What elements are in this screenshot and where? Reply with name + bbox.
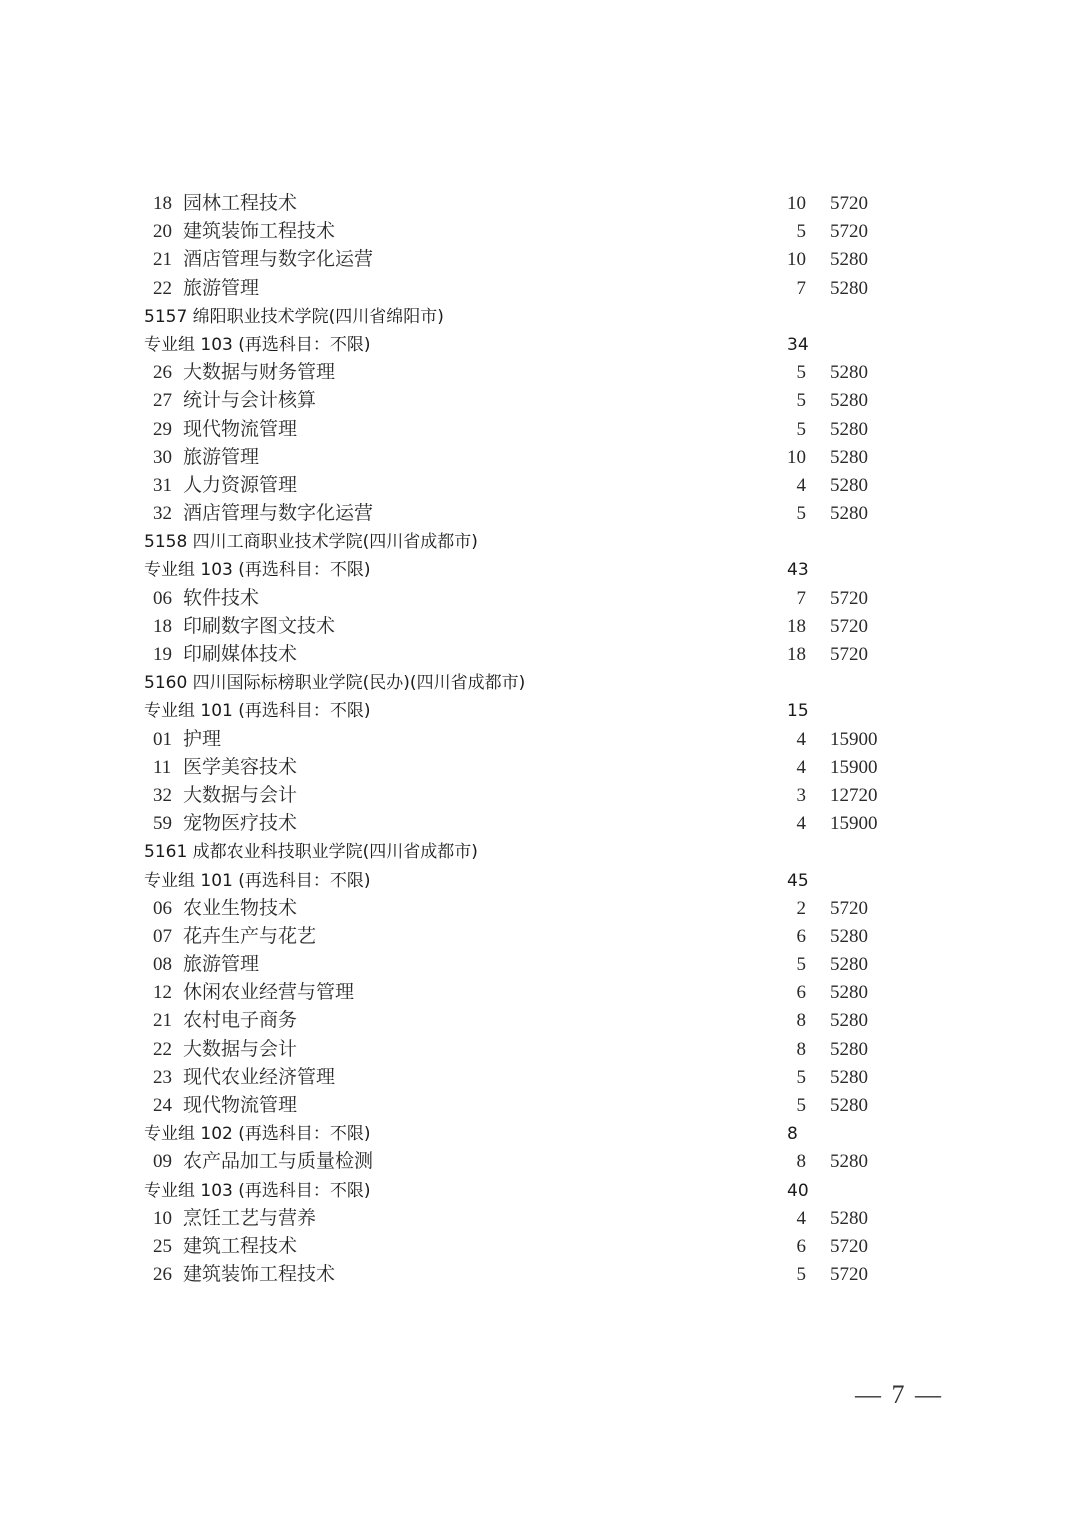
plan-count: 8 — [796, 1151, 806, 1173]
major-row — [0, 726, 1080, 754]
major-code: 25 — [153, 1235, 172, 1257]
major-code: 08 — [153, 954, 172, 976]
plan-count: 5 — [796, 221, 806, 243]
plan-count: 5 — [796, 503, 806, 525]
tuition-fee: 5280 — [830, 1038, 868, 1060]
major-row — [0, 1064, 1080, 1092]
plan-count: 10 — [787, 193, 806, 214]
major-name: 现代物流管理 — [183, 1095, 298, 1116]
tuition-fee: 15900 — [830, 756, 878, 778]
tuition-fee: 5280 — [830, 249, 868, 271]
plan-count: 3 — [796, 784, 806, 806]
group-plan-count: 15 — [787, 701, 809, 722]
group-label: 专业组 103 (再选科目：不限) — [144, 560, 371, 581]
major-code: 26 — [153, 1264, 172, 1286]
major-code: 59 — [153, 813, 172, 835]
major-row — [0, 585, 1080, 613]
group-plan-count: 34 — [787, 334, 809, 355]
plan-count: 8 — [796, 1038, 806, 1060]
major-name: 现代物流管理 — [183, 418, 298, 440]
major-name: 休闲农业经营与管理 — [183, 982, 355, 1004]
major-code: 22 — [153, 1038, 172, 1060]
major-code: 18 — [153, 193, 172, 214]
major-name: 人力资源管理 — [183, 474, 298, 496]
major-row — [0, 1205, 1080, 1233]
plan-count: 5 — [796, 390, 806, 412]
major-code: 21 — [153, 249, 172, 271]
tuition-fee: 5280 — [830, 418, 868, 440]
major-row — [0, 218, 1080, 246]
tuition-fee: 5720 — [830, 1235, 868, 1257]
tuition-fee: 5280 — [830, 277, 868, 299]
plan-count: 5 — [796, 362, 806, 384]
plan-count: 6 — [796, 982, 806, 1004]
major-name: 印刷数字图文技术 — [183, 615, 336, 637]
major-name: 农产品加工与质量检测 — [183, 1151, 374, 1173]
major-row — [0, 416, 1080, 444]
major-row — [0, 387, 1080, 415]
major-row — [0, 923, 1080, 951]
group-plan-count: 8 — [787, 1124, 798, 1145]
plan-count: 10 — [787, 249, 806, 271]
major-row — [0, 246, 1080, 274]
school-header — [0, 838, 1080, 866]
major-group-header — [0, 331, 1080, 359]
major-name: 大数据与会计 — [183, 1038, 298, 1060]
major-name: 旅游管理 — [183, 954, 260, 976]
major-code: 19 — [153, 644, 172, 665]
group-label: 专业组 101 (再选科目：不限) — [144, 701, 371, 722]
major-code: 27 — [153, 390, 172, 412]
plan-count: 5 — [796, 418, 806, 440]
tuition-fee: 5280 — [830, 362, 868, 384]
major-name: 大数据与会计 — [183, 784, 298, 806]
plan-count: 18 — [787, 615, 806, 637]
school-name: 5160 四川国际标榜职业学院(民办)(四川省成都市) — [144, 673, 526, 694]
plan-count: 4 — [796, 474, 806, 496]
major-name: 印刷媒体技术 — [183, 644, 298, 665]
tuition-fee: 12720 — [830, 784, 878, 806]
plan-count: 4 — [796, 756, 806, 778]
major-name: 烹饪工艺与营养 — [183, 1207, 317, 1229]
major-row — [0, 1007, 1080, 1035]
major-name: 宠物医疗技术 — [183, 813, 298, 835]
plan-count: 4 — [796, 813, 806, 835]
major-group-header — [0, 1177, 1080, 1205]
major-name: 酒店管理与数字化运营 — [183, 249, 374, 271]
major-name: 酒店管理与数字化运营 — [183, 503, 374, 525]
plan-count: 7 — [796, 277, 806, 299]
tuition-fee: 5720 — [830, 221, 868, 243]
major-name: 花卉生产与花艺 — [183, 925, 317, 947]
major-code: 31 — [153, 474, 172, 496]
major-row — [0, 472, 1080, 500]
major-name: 园林工程技术 — [183, 193, 298, 214]
tuition-fee: 5720 — [830, 587, 868, 609]
major-row — [0, 895, 1080, 923]
major-code: 11 — [153, 756, 172, 778]
plan-count: 18 — [787, 644, 806, 665]
tuition-fee: 15900 — [830, 728, 878, 750]
major-code: 30 — [153, 446, 172, 468]
major-row — [0, 275, 1080, 303]
major-row — [0, 951, 1080, 979]
tuition-fee: 5280 — [830, 446, 868, 468]
major-row — [0, 500, 1080, 528]
major-code: 06 — [153, 897, 172, 919]
major-row — [0, 359, 1080, 387]
plan-count: 4 — [796, 1207, 806, 1229]
major-code: 26 — [153, 362, 172, 384]
school-header — [0, 669, 1080, 697]
major-name: 旅游管理 — [183, 277, 260, 299]
major-row — [0, 444, 1080, 472]
major-row — [0, 782, 1080, 810]
plan-count: 10 — [787, 446, 806, 468]
major-name: 统计与会计核算 — [183, 390, 317, 412]
plan-count: 5 — [796, 954, 806, 976]
plan-count: 8 — [796, 1010, 806, 1032]
major-row — [0, 641, 1080, 669]
major-code: 01 — [153, 728, 172, 750]
major-code: 23 — [153, 1066, 172, 1088]
major-code: 22 — [153, 277, 172, 299]
major-group-header — [0, 867, 1080, 895]
tuition-fee: 5280 — [830, 474, 868, 496]
plan-count: 2 — [796, 897, 806, 919]
school-name: 5158 四川工商职业技术学院(四川省成都市) — [144, 532, 478, 553]
major-group-header — [0, 1120, 1080, 1148]
major-name: 建筑装饰工程技术 — [183, 221, 336, 243]
major-name: 软件技术 — [183, 587, 260, 609]
major-code: 09 — [153, 1151, 172, 1173]
major-name: 护理 — [183, 728, 222, 750]
major-row — [0, 810, 1080, 838]
major-row — [0, 1148, 1080, 1176]
school-header — [0, 528, 1080, 556]
plan-count: 5 — [796, 1066, 806, 1088]
major-code: 29 — [153, 418, 172, 440]
group-plan-count: 43 — [787, 560, 809, 581]
plan-count: 5 — [796, 1095, 806, 1116]
major-row — [0, 190, 1080, 218]
major-group-header — [0, 556, 1080, 584]
major-name: 建筑装饰工程技术 — [183, 1264, 336, 1286]
group-label: 专业组 103 (再选科目：不限) — [144, 334, 371, 355]
school-name: 5157 绵阳职业技术学院(四川省绵阳市) — [144, 306, 444, 327]
tuition-fee: 5280 — [830, 1095, 868, 1116]
major-name: 旅游管理 — [183, 446, 260, 468]
group-plan-count: 40 — [787, 1180, 809, 1201]
plan-count: 4 — [796, 728, 806, 750]
major-code: 07 — [153, 925, 172, 947]
major-name: 大数据与财务管理 — [183, 362, 336, 384]
major-row — [0, 754, 1080, 782]
tuition-fee: 5720 — [830, 615, 868, 637]
tuition-fee: 5280 — [830, 1207, 868, 1229]
tuition-fee: 5280 — [830, 390, 868, 412]
major-row — [0, 1261, 1080, 1289]
major-code: 21 — [153, 1010, 172, 1032]
plan-count: 6 — [796, 1235, 806, 1257]
tuition-fee: 5280 — [830, 982, 868, 1004]
tuition-fee: 5720 — [830, 193, 868, 214]
plan-count: 5 — [796, 1264, 806, 1286]
major-name: 农业生物技术 — [183, 897, 298, 919]
major-code: 20 — [153, 221, 172, 243]
major-code: 32 — [153, 503, 172, 525]
group-label: 专业组 103 (再选科目：不限) — [144, 1180, 371, 1201]
major-group-header — [0, 697, 1080, 725]
tuition-fee: 5280 — [830, 503, 868, 525]
school-header — [0, 303, 1080, 331]
tuition-fee: 5280 — [830, 925, 868, 947]
school-name: 5161 成都农业科技职业学院(四川省成都市) — [144, 842, 478, 863]
enrollment-plan-table — [0, 190, 1080, 1289]
plan-count: 7 — [796, 587, 806, 609]
major-name: 农村电子商务 — [183, 1010, 298, 1032]
major-row — [0, 1092, 1080, 1120]
major-code: 24 — [153, 1095, 172, 1116]
major-row — [0, 613, 1080, 641]
tuition-fee: 5720 — [830, 644, 868, 665]
tuition-fee: 5280 — [830, 1066, 868, 1088]
major-code: 10 — [153, 1207, 172, 1229]
page-number: — 7 — — [855, 1380, 943, 1409]
major-code: 32 — [153, 784, 172, 806]
group-label: 专业组 101 (再选科目：不限) — [144, 870, 371, 891]
major-name: 建筑工程技术 — [183, 1235, 298, 1257]
major-name: 现代农业经济管理 — [183, 1066, 336, 1088]
major-code: 12 — [153, 982, 172, 1004]
tuition-fee: 5280 — [830, 954, 868, 976]
major-name: 医学美容技术 — [183, 756, 298, 778]
tuition-fee: 5720 — [830, 1264, 868, 1286]
plan-count: 6 — [796, 925, 806, 947]
major-row — [0, 979, 1080, 1007]
tuition-fee: 5280 — [830, 1151, 868, 1173]
tuition-fee: 15900 — [830, 813, 878, 835]
group-plan-count: 45 — [787, 870, 809, 891]
major-code: 18 — [153, 615, 172, 637]
major-row — [0, 1036, 1080, 1064]
tuition-fee: 5280 — [830, 1010, 868, 1032]
major-code: 06 — [153, 587, 172, 609]
major-row — [0, 1233, 1080, 1261]
group-label: 专业组 102 (再选科目：不限) — [144, 1124, 371, 1145]
tuition-fee: 5720 — [830, 897, 868, 919]
